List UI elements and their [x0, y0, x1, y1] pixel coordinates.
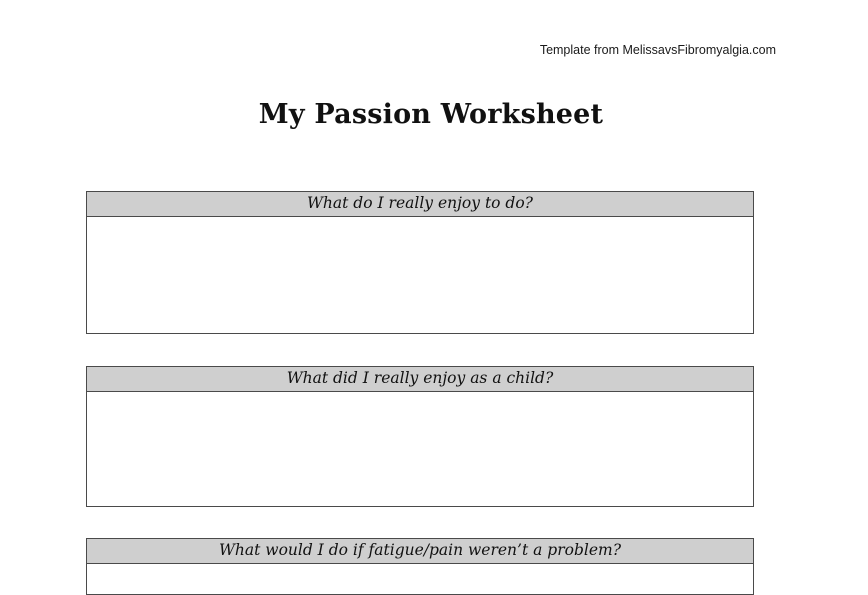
- question-heading: What do I really enjoy to do?: [87, 192, 753, 217]
- answer-area[interactable]: [87, 217, 753, 333]
- question-box-enjoy: [86, 191, 754, 334]
- answer-area[interactable]: [87, 564, 753, 594]
- question-heading: What did I really enjoy as a child?: [87, 367, 753, 392]
- template-credit: Template from MelissavsFibromyalgia.com: [539, 43, 776, 57]
- worksheet-title: My Passion Worksheet: [258, 99, 604, 130]
- question-box-childhood: [86, 366, 754, 507]
- answer-area[interactable]: [87, 392, 753, 506]
- question-box-no-fatigue: [86, 538, 754, 595]
- question-heading: What would I do if fatigue/pain weren’t a problem?: [87, 539, 753, 564]
